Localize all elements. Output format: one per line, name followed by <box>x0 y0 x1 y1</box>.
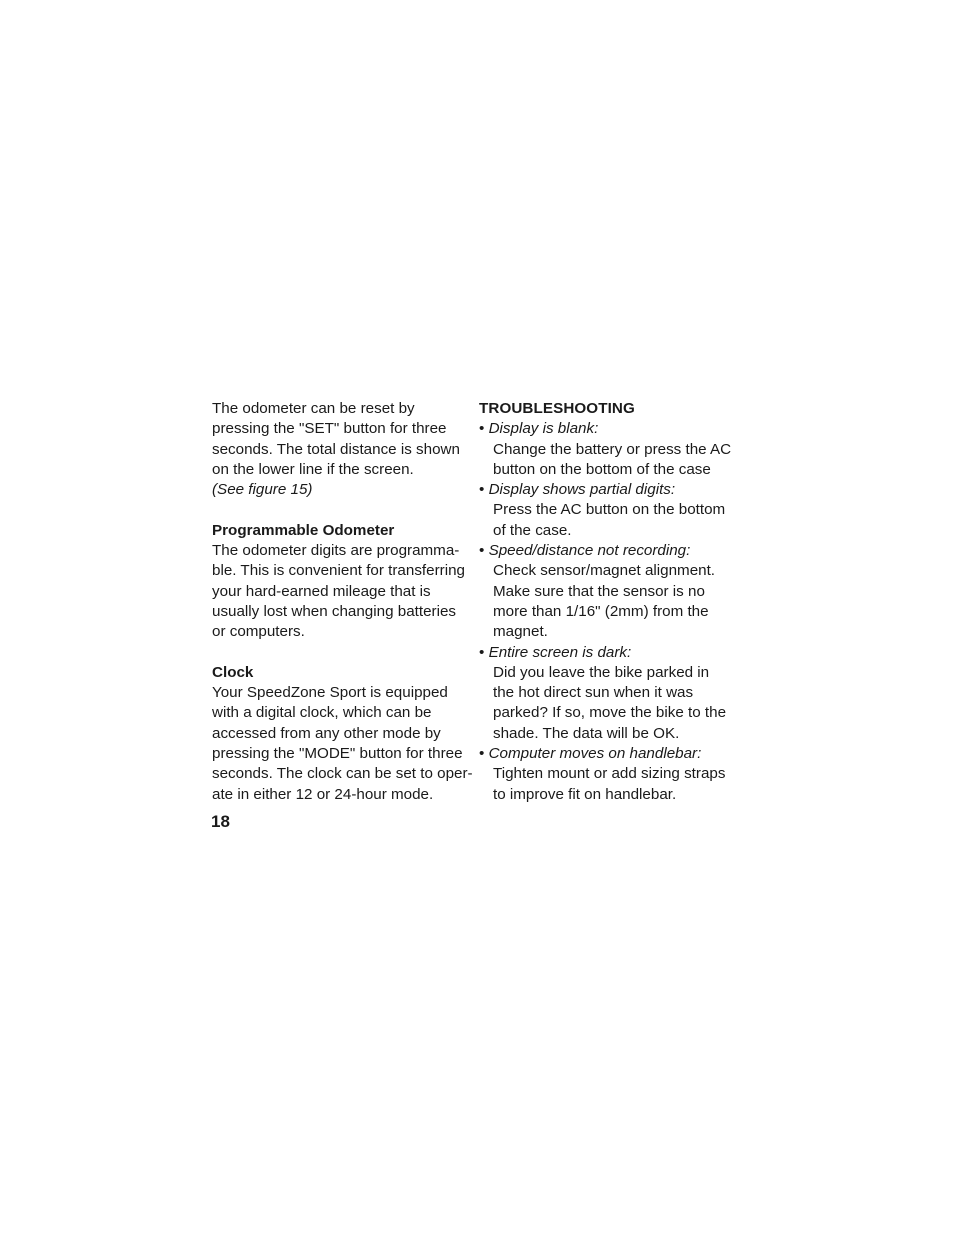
text-line: your hard-earned mileage that is <box>212 582 431 600</box>
odometer-reset-paragraph <box>212 399 474 500</box>
section-heading: Programmable Odometer <box>212 521 395 539</box>
spacer <box>212 500 474 520</box>
text-line: pressing the "MODE" button for three <box>212 745 463 763</box>
problem-label: Entire screen is dark: <box>488 643 632 661</box>
bullet-icon: • <box>479 745 485 763</box>
text-line: Make sure that the sensor is no <box>493 582 705 600</box>
left-column <box>212 399 474 805</box>
troubleshooting-item <box>479 541 741 642</box>
text-line: magnet. <box>493 623 548 641</box>
bullet-icon: • <box>479 420 485 438</box>
text-line: with a digital clock, which can be <box>212 704 432 722</box>
text-line: shade. The data will be OK. <box>493 724 680 742</box>
text-line: The odometer digits are programma- <box>212 542 460 560</box>
text-line: Did you leave the bike parked in <box>493 663 710 681</box>
bullet-icon: • <box>479 643 485 661</box>
spacer <box>212 643 474 663</box>
text-line: The odometer can be reset by <box>212 400 415 417</box>
text-line: usually lost when changing batteries <box>212 602 456 620</box>
text-line: of the case. <box>493 521 572 539</box>
troubleshooting-column <box>479 399 741 805</box>
text-line: button on the bottom of the case <box>493 460 711 478</box>
text-line: seconds. The total distance is shown <box>212 440 460 458</box>
text-line: Your SpeedZone Sport is equipped <box>212 684 448 702</box>
troubleshooting-item <box>479 419 741 480</box>
bullet-icon: • <box>479 481 485 499</box>
text-line: Press the AC button on the bottom <box>493 501 726 519</box>
figure-reference: (See figure 15) <box>212 481 313 499</box>
text-line: Check sensor/magnet alignment. <box>493 562 716 580</box>
text-line: parked? If so, move the bike to the <box>493 704 727 722</box>
text-line: Tighten mount or add sizing straps <box>493 765 726 783</box>
troubleshooting-item <box>479 643 741 744</box>
troubleshooting-item <box>479 744 741 805</box>
bullet-icon: • <box>479 542 485 560</box>
problem-label: Speed/distance not recording: <box>488 542 691 560</box>
text-line: or computers. <box>212 623 305 641</box>
problem-label: Computer moves on handlebar: <box>488 745 702 763</box>
problem-label: Display is blank: <box>488 420 599 438</box>
troubleshooting-item <box>479 480 741 541</box>
text-line: to improve fit on handlebar. <box>493 785 677 803</box>
troubleshooting-heading: TROUBLESHOOTING <box>479 400 635 417</box>
problem-label: Display shows partial digits: <box>488 481 676 499</box>
text-line: accessed from any other mode by <box>212 724 441 742</box>
text-line: the hot direct sun when it was <box>493 684 694 702</box>
programmable-odometer-section <box>212 521 474 643</box>
text-line: seconds. The clock can be set to oper- <box>212 765 473 783</box>
text-line: ate in either 12 or 24-hour mode. <box>212 785 434 803</box>
text-line: Change the battery or press the AC <box>493 440 732 458</box>
text-line: on the lower line if the screen. <box>212 460 414 478</box>
section-heading: Clock <box>212 663 254 681</box>
text-line: ble. This is convenient for transferring <box>212 562 465 580</box>
page-number: 18 <box>211 812 230 831</box>
text-line: more than 1/16" (2mm) from the <box>493 602 709 620</box>
text-line: pressing the "SET" button for three <box>212 420 447 438</box>
clock-section <box>212 663 474 805</box>
